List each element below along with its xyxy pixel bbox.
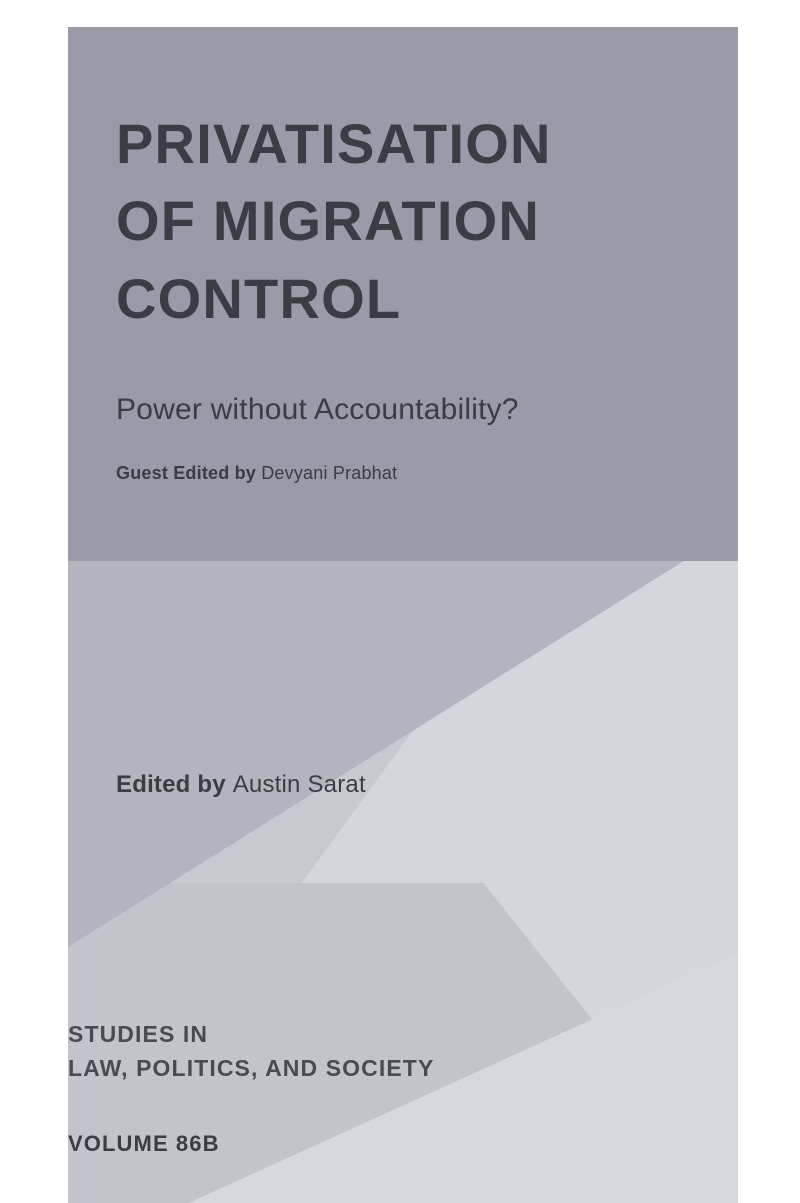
series-title xyxy=(68,1018,688,1085)
editor-label: Edited by xyxy=(116,771,233,798)
book-subtitle: Power without Accountability? xyxy=(116,393,519,426)
guest-editor-label: Guest Edited by xyxy=(116,463,262,483)
cover-plate xyxy=(68,27,738,1203)
book-title-line-3: CONTROL xyxy=(116,266,402,330)
series-title-line-2: LAW, POLITICS, AND SOCIETY xyxy=(68,1054,435,1081)
volume-number: VOLUME 86B xyxy=(68,1131,220,1156)
editor-name: Austin Sarat xyxy=(232,771,366,798)
book-title-line-1: PRIVATISATION xyxy=(116,112,552,175)
guest-editor-name: Devyani Prabhat xyxy=(261,463,398,483)
series-title-line-1: STUDIES IN xyxy=(68,1021,209,1048)
book-title-line-2: OF MIGRATION xyxy=(116,189,540,253)
cover-text-layer xyxy=(68,27,738,1203)
book-title xyxy=(116,105,696,337)
guest-editor-credit xyxy=(116,463,716,484)
editor-credit xyxy=(116,771,716,799)
